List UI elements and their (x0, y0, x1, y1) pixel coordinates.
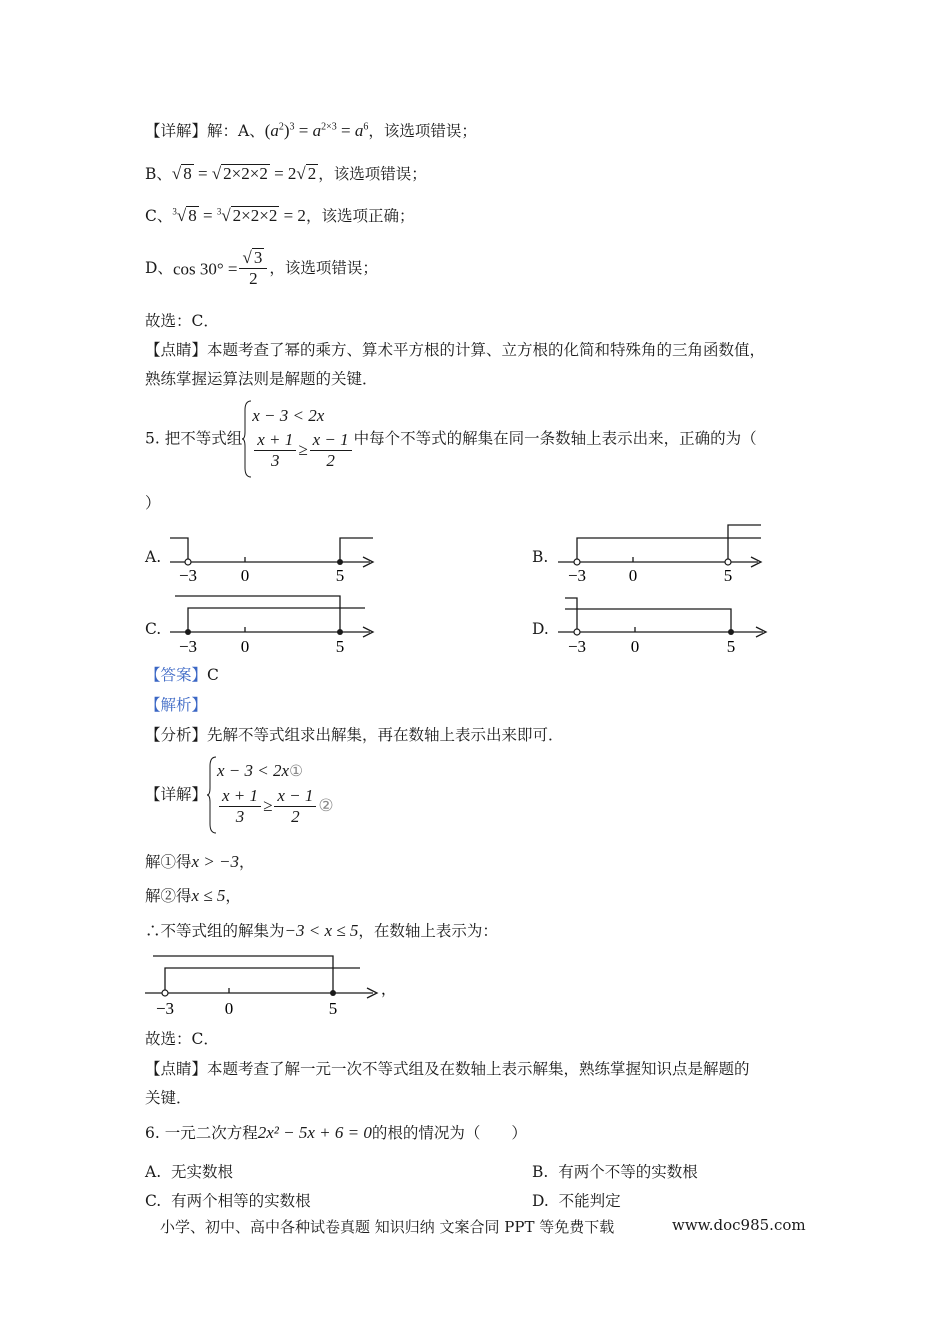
footer-link[interactable]: www.doc985.com (672, 1216, 806, 1234)
svg-text:0: 0 (240, 566, 250, 585)
q5-option-d-label[interactable]: D. (532, 620, 549, 638)
q5-solution-1: 解①得x > −3， (145, 852, 255, 871)
q5-option-c-label[interactable]: C. (145, 620, 162, 638)
q5-option-b-label[interactable]: B. (532, 548, 549, 566)
q5-solution-2: 解②得x ≤ 5， (145, 886, 241, 905)
q4-comment-1: 【点睛】本题考查了幂的乘方、算术平方根的计算、立方根的化简和特殊角的三角函数值， (145, 341, 766, 359)
svg-text:5: 5 (723, 566, 733, 585)
svg-text:−3: −3 (567, 566, 587, 585)
svg-text:−3: −3 (178, 637, 198, 656)
svg-text:0: 0 (240, 637, 250, 656)
q5-option-d-number-line[interactable] (553, 590, 773, 658)
svg-text:，: ， (381, 982, 397, 998)
svg-text:0: 0 (630, 637, 640, 656)
q5-choose: 故选：C． (145, 1030, 219, 1048)
svg-text:−3: −3 (178, 566, 198, 585)
q4-math-a: $(a^2)^3 = a^{2\times 3} = a^6$ (264, 121, 369, 140)
svg-text:5: 5 (726, 637, 736, 656)
q6-option-c[interactable]: C. 有两个相等的实数根 (145, 1192, 311, 1210)
footer-text: 小学、初中、高中各种试卷真题 知识归纳 文案合同 PPT 等免费下载 (160, 1218, 615, 1236)
q6-option-b[interactable]: B. 有两个不等的实数根 (532, 1163, 698, 1181)
left-brace-icon (207, 756, 217, 834)
q5-result: ∴不等式组的解集为−3 < x ≤ 5，在数轴上表示为： (145, 921, 498, 940)
q5-option-c-number-line[interactable] (165, 590, 380, 658)
svg-text:5: 5 (335, 566, 345, 585)
q5-system: x − 3 < 2x $\frac{x + 1}{3}$ ≥ $\frac{x - 1}{2}$ (252, 404, 353, 475)
svg-text:5: 5 (328, 999, 338, 1018)
q5-comment-2: 关键． (145, 1089, 192, 1107)
svg-text:5: 5 (335, 637, 345, 656)
q5-comment-1: 【点睛】本题考查了解一元一次不等式组及在数轴上表示解集，熟练掌握知识点是解题的 (145, 1060, 750, 1078)
q5-option-a-number-line[interactable] (165, 528, 380, 586)
q6-stem: 6. 一元二次方程2x² − 5x + 6 = 0的根的情况为（ ） (145, 1123, 527, 1142)
q4-line-c: C、$^3$√ 8 = $^3$√ 2×2×2 = 2，该选项正确； (145, 206, 415, 225)
q4-line-a: 【详解】解：A、$(a^2)^3 = a^{2\times 3} = a^6$，该选项错误； (145, 121, 477, 140)
q5-stem: 5. 把不等式组 x − 3 < 2x $\frac{x + 1}{3}$ ≥ $\frac{x - 1}{2}$ 中每个不等式的解集在同一条数轴上表示出来，正确的为（ (145, 400, 757, 478)
svg-text:0: 0 (628, 566, 638, 585)
q4-comment-2: 熟练掌握运算法则是解题的关键． (145, 370, 378, 388)
q5-detail: 【详解】 x − 3 < 2x① $\frac{x + 1}{3}$ ≥ $\frac{x - 1}{2}$ ② (145, 756, 334, 834)
q4-math-d: cos 30° = (172, 259, 238, 279)
left-brace-icon (242, 400, 252, 478)
q6-option-a[interactable]: A. 无实数根 (145, 1163, 233, 1181)
q6-option-d[interactable]: D. 不能判定 (532, 1192, 621, 1210)
q4-math-b: √ 8 = √ 2×2×2 = 2√ 2 (171, 164, 317, 183)
q5-close-paren: ） (145, 494, 161, 512)
q4-choose: 故选：C． (145, 312, 219, 330)
q4-math-c: $^3$√ 8 = $^3$√ 2×2×2 = 2 (172, 206, 306, 225)
q5-option-a-label[interactable]: A. (145, 548, 162, 566)
q5-solution-number-line (145, 948, 397, 1020)
q5-detail-system: x − 3 < 2x① $\frac{x + 1}{3}$ ≥ $\frac{x - 1}{2}$ ② (217, 761, 334, 827)
svg-text:−3: −3 (155, 999, 175, 1018)
q5-fenxi: 【分析】先解不等式组求出解集，再在数轴上表示出来即可． (145, 726, 564, 744)
q4-line-b: B、√ 8 = √ 2×2×2 = 2√ 2 ，该选项错误； (145, 164, 427, 183)
svg-text:−3: −3 (567, 637, 587, 656)
q5-answer: 【答案】C (145, 666, 219, 684)
q4-line-d: D、cos 30° = $\frac{√ 3}{2}$ ，该选项错误； (145, 248, 378, 289)
svg-text:0: 0 (224, 999, 234, 1018)
q5-analysis-label: 【解析】 (145, 696, 208, 714)
q5-option-b-number-line[interactable] (553, 518, 773, 586)
